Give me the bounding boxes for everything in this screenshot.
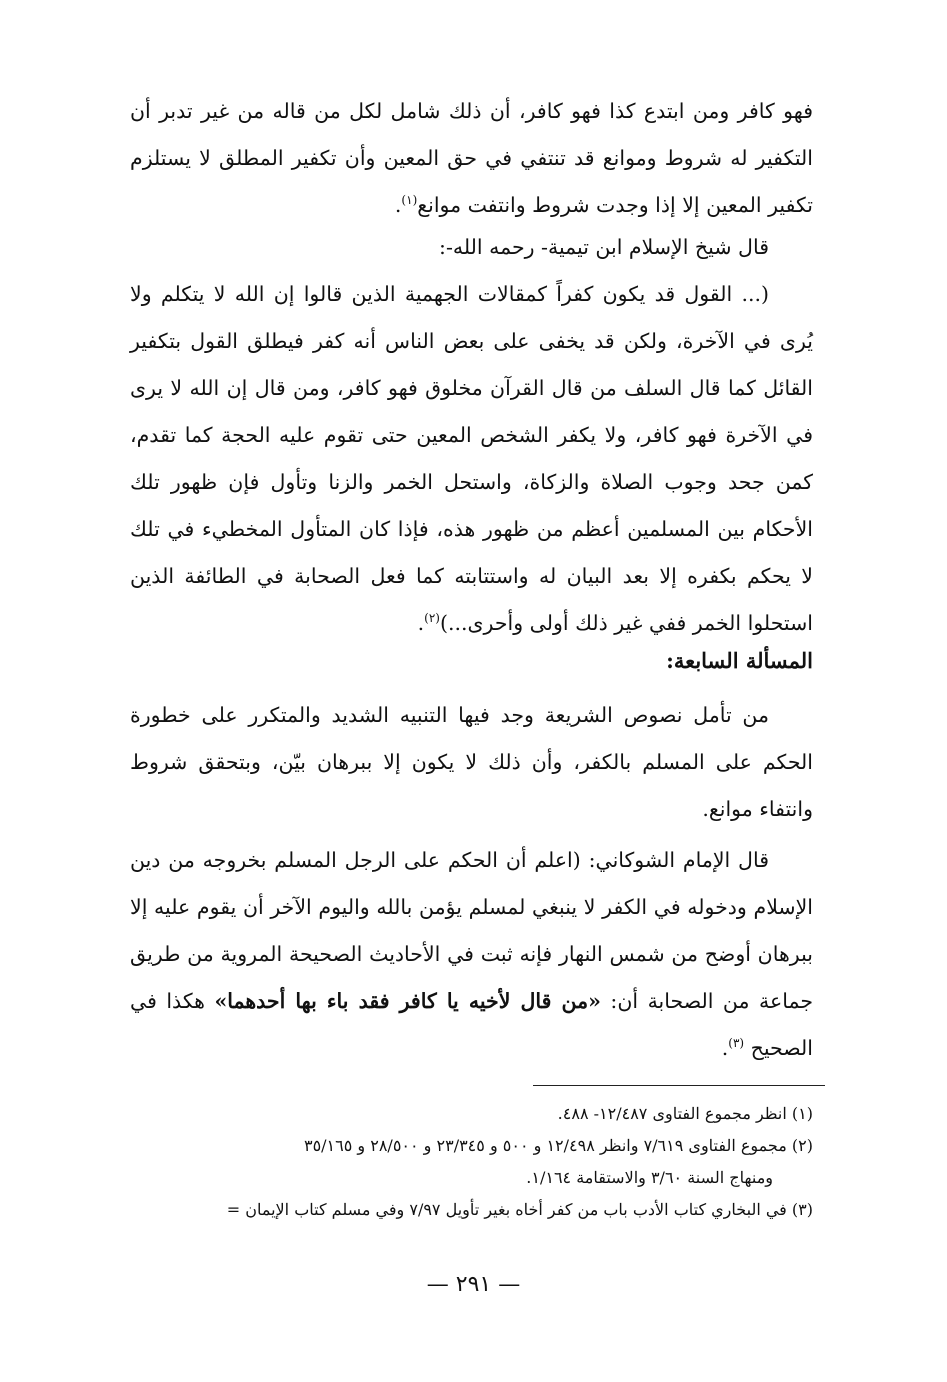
footnote-ref-1[interactable]: (١): [401, 193, 418, 208]
paragraph-seventh-issue: من تأمل نصوص الشريعة وجد فيها التنبيه الشديد والمتكرر على خطورة الحكم على المسلم بالكفر، وأن ذلك لا يكون إلا ببرهان بيّن، وبتحقق شروط وانتفاء موانع.: [130, 703, 813, 821]
footnote-ref-2[interactable]: (٢): [424, 611, 440, 626]
footnote-divider: [533, 1085, 825, 1086]
footnote-2-continued: ومنهاج السنة ٣/٦٠ والاستقامة ١/١٦٤.: [526, 1168, 773, 1187]
paragraph-takfir-conditions: فهو كافر ومن ابتدع كذا فهو كافر، أن ذلك شامل لكل من قاله من غير تدبر أن التكفير له شروط وموانع قد تنتفي في حق المعين وأن تكفير المطلق لا يستلزم تكفير المعين إلا إذا وجدت شروط وانتفت موانع$^{(١)}$.: [130, 99, 813, 217]
shawkani-quote: قال الإمام الشوكاني: (اعلم أن الحكم على الرجل المسلم بخروجه من دين الإسلام ودخوله في الكفر لا ينبغي لمسلم يؤمن بالله واليوم الآخر أن يقوم عليه إلا ببرهان أوضح من شمس النهار فإنه ثبت في الأحاديث الصحيحة المروية من طريق جماعة من الصحابة أن: «من قال لأخيه يا كافر فقد باء بها أحدهما» هكذا في الصحيح $^{(٣)}$.: [130, 848, 813, 1060]
footnote-ref-3[interactable]: (٣): [728, 1036, 745, 1051]
ibn-taymiyya-intro: قال شيخ الإسلام ابن تيمية- رحمه الله-:: [439, 235, 769, 259]
footnote-1: (١) انظر مجموع الفتاوى ١٢/٤٨٧- ٤٨٨.: [557, 1104, 813, 1123]
section-heading: المسألة السابعة:: [666, 648, 813, 673]
hadith-text: «من قال لأخيه يا كافر فقد باء بها أحدهما»: [214, 989, 601, 1013]
page-number: — ٢٩١ —: [426, 1272, 521, 1297]
ibn-taymiyya-quote: (... القول قد يكون كفراً كمقالات الجهمية الذين قالوا إن الله لا يتكلم ولا يُرى في الآخرة، ولكن قد يخفى على بعض الناس أنه كفر فيطلق القول بتكفير القائل كما قال السلف من قال القرآن مخلوق فهو كافر، ومن قال إن الله لا يرى في الآخرة فهو كافر، ولا يكفر الشخص المعين حتى تقوم عليه الحجة كما تقدم، كمن جحد وجوب الصلاة والزكاة، واستحل الخمر والزنا وتأول فإن ظهور تلك الأحكام بين المسلمين أعظم من ظهور هذه، فإذا كان المتأول المخطيء في تلك لا يحكم بكفره إلا بعد البيان له واستتابته كما فعل الصحابة في الطائفة الذين استحلوا الخمر ففي غير ذلك أولى وأحرى...)$^{(٢)}$.: [130, 282, 813, 635]
footnote-3: (٣) في البخاري كتاب الأدب باب من كفر أخاه بغير تأويل ٧/٩٧ وفي مسلم كتاب الإيمان =: [226, 1200, 813, 1219]
footnotes-section: [130, 1098, 813, 1226]
footnote-2: (٢) مجموع الفتاوى ٧/٦١٩ وانظر ١٢/٤٩٨ و ٥٠٠ و ٢٣/٣٤٥ و ٢٨/٥٠٠ و ٣٥/١٦٥: [303, 1136, 813, 1155]
